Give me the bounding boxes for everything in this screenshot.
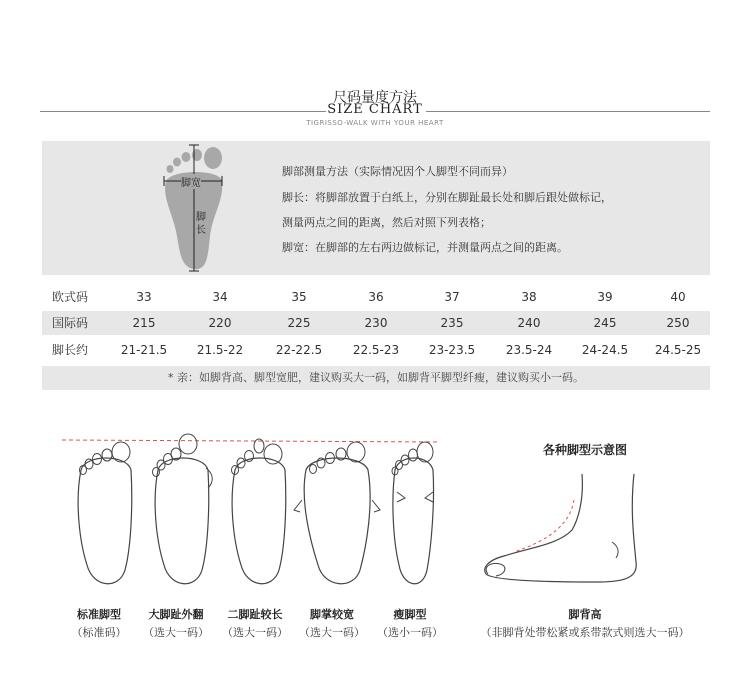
foot-type-title: 脚掌较宽 bbox=[310, 608, 354, 621]
foot-type-advice: （选大一码） bbox=[299, 626, 365, 639]
table-cell: 34 bbox=[212, 290, 228, 304]
foot-type-title: 标准脚型 bbox=[77, 608, 121, 621]
table-cell: 215 bbox=[132, 316, 156, 330]
table-cell: 225 bbox=[287, 316, 311, 330]
foot-bunion bbox=[153, 434, 213, 584]
table-row-eu bbox=[42, 285, 710, 309]
foot-standard bbox=[78, 442, 132, 584]
table-cell: 39 bbox=[597, 290, 613, 304]
toe-5 bbox=[167, 165, 174, 173]
table-cell: 23-23.5 bbox=[428, 343, 476, 357]
toe-3 bbox=[182, 152, 191, 162]
measure-line-3: 测量两点之间的距离，然后对照下列表格； bbox=[282, 216, 491, 229]
table-cell: 35 bbox=[291, 290, 307, 304]
table-cell: 22.5-23 bbox=[352, 343, 400, 357]
foot-type-title: 瘦脚型 bbox=[393, 608, 427, 621]
toe-1 bbox=[204, 147, 222, 169]
table-cell: 220 bbox=[208, 316, 232, 330]
foot-types-illustration bbox=[40, 430, 460, 600]
table-cell: 21.5-22 bbox=[196, 343, 244, 357]
measure-line-2: 脚长：将脚部放置于白纸上，分别在脚趾最长处和脚后跟处做标记， bbox=[282, 191, 612, 204]
row-label: 欧式码 bbox=[52, 290, 89, 304]
table-cell: 36 bbox=[368, 290, 384, 304]
table-cell: 33 bbox=[136, 290, 152, 304]
foot-type-advice: （选大一码） bbox=[143, 626, 209, 639]
table-cell: 37 bbox=[444, 290, 460, 304]
foot-type-advice: （选大一码） bbox=[222, 626, 288, 639]
page-title-en: SIZE CHART bbox=[327, 102, 423, 117]
side-view-title: 脚背高 bbox=[568, 608, 602, 621]
table-cell: 24-24.5 bbox=[581, 343, 629, 357]
table-cell: 24.5-25 bbox=[654, 343, 702, 357]
size-advice-note: * 亲：如脚背高、脚型宽肥，建议购买大一码，如脚背平脚型纤瘦，建议购买小一码。 bbox=[42, 366, 710, 390]
table-cell: 240 bbox=[517, 316, 541, 330]
foot-length-label-2: 长 bbox=[196, 225, 206, 236]
table-cell: 23.5-24 bbox=[505, 343, 553, 357]
table-cell: 40 bbox=[670, 290, 686, 304]
side-view-advice: （非脚背处带松紧或系带款式则选大一码） bbox=[480, 626, 690, 639]
table-cell: 22-22.5 bbox=[275, 343, 323, 357]
foot-wide bbox=[294, 442, 380, 584]
measure-line-1: 脚部测量方法（实际情况因个人脚型不同而异） bbox=[282, 165, 513, 178]
table-cell: 245 bbox=[593, 316, 617, 330]
row-label: 脚长约 bbox=[52, 343, 89, 357]
table-row-length bbox=[42, 338, 710, 362]
foot-length-label-1: 脚 bbox=[196, 212, 206, 223]
row-label: 国际码 bbox=[52, 316, 89, 330]
side-view-heading: 各种脚型示意图 bbox=[542, 443, 627, 457]
high-instep-side-view bbox=[478, 470, 648, 595]
measure-line-4: 脚宽：在脚部的左右两边做标记，并测量两点之间的距离。 bbox=[282, 241, 568, 254]
foot-type-advice: （选小一码） bbox=[377, 626, 443, 639]
foot-type-title: 大脚趾外翻 bbox=[148, 608, 204, 621]
foot-long-second-toe bbox=[232, 439, 286, 584]
table-cell: 230 bbox=[364, 316, 388, 330]
foot-width-label: 脚宽 bbox=[181, 174, 201, 189]
foot-slim bbox=[392, 442, 434, 584]
foot-type-advice: （标准码） bbox=[71, 626, 127, 639]
table-cell: 21-21.5 bbox=[120, 343, 168, 357]
table-cell: 235 bbox=[440, 316, 464, 330]
toe-4 bbox=[173, 158, 181, 167]
table-row-intl bbox=[42, 311, 710, 335]
page-title-cn: 尺码量度方法 bbox=[333, 90, 417, 106]
table-cell: 38 bbox=[521, 290, 537, 304]
table-cell: 250 bbox=[666, 316, 690, 330]
foot-type-title: 二脚趾较长 bbox=[227, 608, 283, 621]
brand-tagline: TIGRISSO-WALK WITH YOUR HEART bbox=[306, 119, 444, 127]
